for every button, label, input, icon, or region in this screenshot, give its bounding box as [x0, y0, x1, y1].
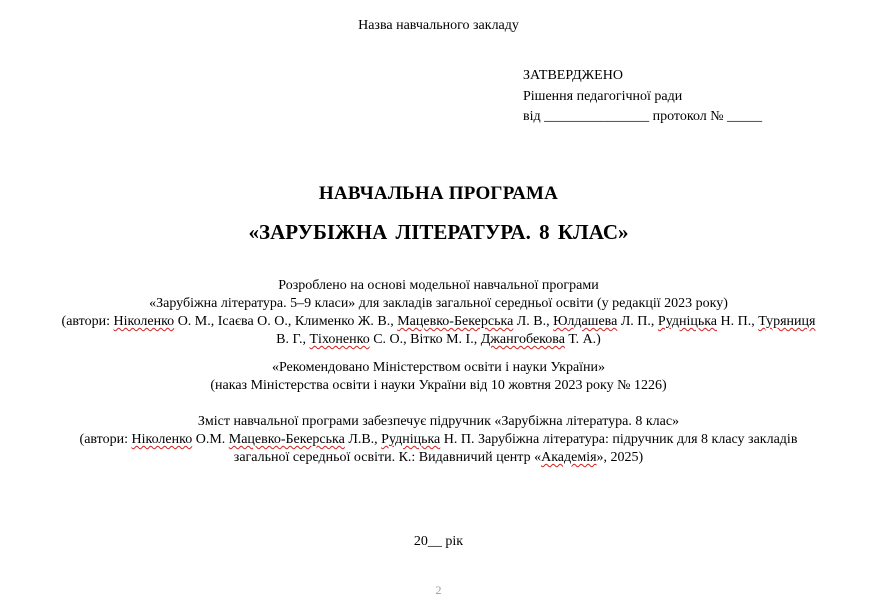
program-title: НАВЧАЛЬНА ПРОГРАМА	[318, 183, 559, 204]
text-fragment: », 2025)	[596, 450, 644, 465]
spellcheck-word[interactable]: Академія	[541, 450, 597, 465]
textbook-line-3	[0, 450, 877, 466]
text-fragment: (автори:	[61, 314, 114, 329]
spellcheck-word[interactable]: Мацевко-Бекерська	[397, 314, 514, 329]
basis-authors-line-2	[0, 332, 877, 348]
recommendation-line-2: (наказ Міністерства освіти і науки України від 10 жовтня 2023 року № 1226)	[210, 378, 667, 393]
year-line: 20__ рік	[413, 534, 464, 549]
institution-name: Назва навчального закладу	[358, 18, 519, 33]
text-fragment: О. М., Ісаєва О. О., Клименко Ж. В.,	[174, 314, 398, 329]
basis-line-2: «Зарубіжна література. 5–9 класи» для закладів загальної середньої освіти (у редакції 2023 року)	[149, 296, 728, 311]
approval-decision: Рішення педагогічної ради	[523, 89, 683, 104]
recommendation-line-1: «Рекомендовано Міністерством освіти і науки України»	[271, 360, 606, 375]
spellcheck-word[interactable]: Рудніцька	[381, 432, 441, 447]
textbook-line-1: Зміст навчальної програми забезпечує підручник «Зарубіжна література. 8 клас»	[197, 414, 680, 429]
textbook-line-2	[0, 432, 877, 448]
spellcheck-word[interactable]: Ніколенко	[131, 432, 193, 447]
text-fragment: Н. П. Зарубіжна література: підручник для 8 класу закладів	[440, 432, 798, 447]
text-fragment: О.М.	[192, 432, 229, 447]
basis-line-1: Розроблено на основі модельної навчальної програми	[278, 278, 599, 293]
spellcheck-word[interactable]: Рудніцька	[657, 314, 718, 329]
approval-title: ЗАТВЕРДЖЕНО	[523, 68, 623, 83]
spellcheck-word[interactable]: Ніколенко	[113, 314, 175, 329]
text-fragment: Л. П.,	[617, 314, 658, 329]
text-fragment: Л. В.,	[513, 314, 554, 329]
text-fragment: Н. П.,	[717, 314, 759, 329]
spellcheck-word[interactable]: Юлдашева	[553, 314, 618, 329]
text-fragment: Л.В.,	[344, 432, 382, 447]
approval-date-line: від _______________ протокол № _____	[523, 109, 763, 124]
basis-authors-line-1	[0, 314, 877, 330]
spellcheck-word[interactable]: Тіхоненко	[309, 332, 370, 347]
text-fragment: (автори:	[79, 432, 132, 447]
spellcheck-word[interactable]: Джангобекова	[480, 332, 565, 347]
text-fragment: загальної середньої освіти. К.: Видавничий центр «	[233, 450, 542, 465]
text-fragment: В. Г.,	[276, 332, 310, 347]
text-fragment: Т. А.)	[564, 332, 601, 347]
spellcheck-word[interactable]: Мацевко-Бекерська	[228, 432, 345, 447]
spellcheck-word[interactable]: Туряниця	[758, 314, 816, 329]
text-fragment: С. О., Вітко М. І.,	[369, 332, 481, 347]
page-number: 2	[435, 583, 442, 597]
program-subtitle: «ЗАРУБІЖНА ЛІТЕРАТУРА. 8 КЛАС»	[248, 220, 629, 244]
